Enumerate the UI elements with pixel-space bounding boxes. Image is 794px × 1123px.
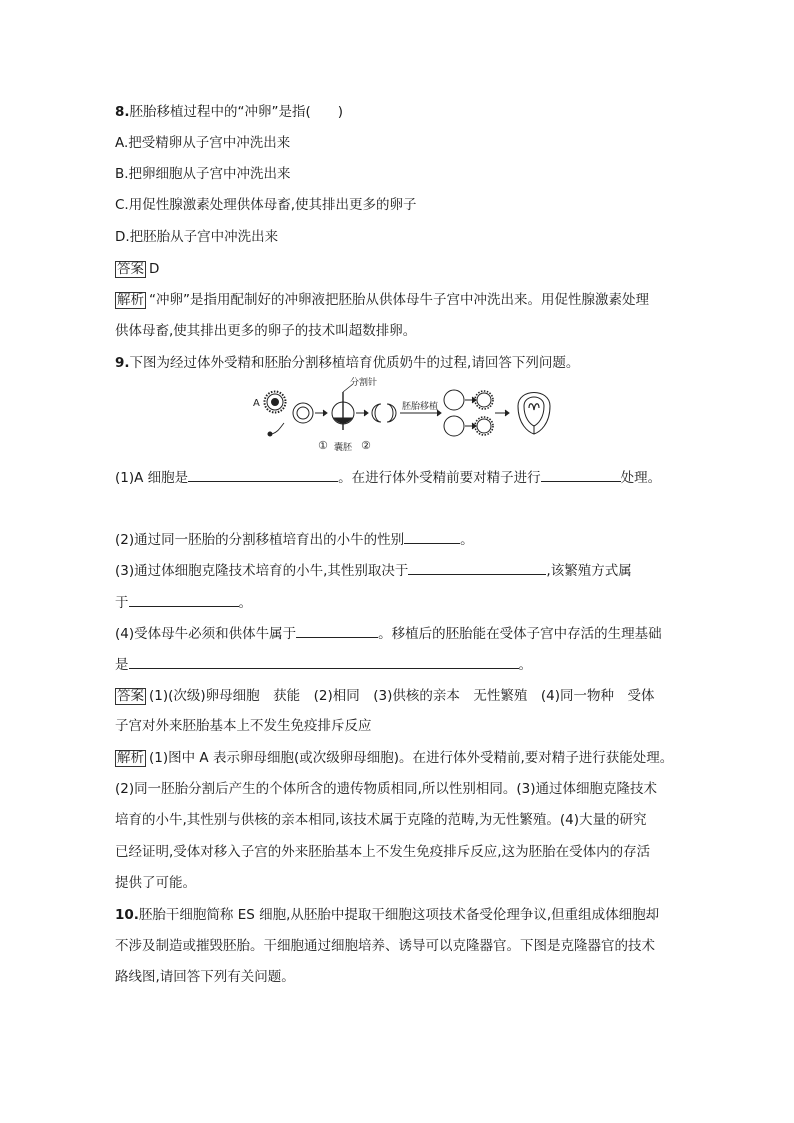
q9-p3-blank1[interactable] bbox=[408, 560, 546, 575]
zygote bbox=[293, 403, 313, 423]
q9-p4-text-b: 。移植后的胚胎能在受体子宫中存活的生理基础 bbox=[378, 626, 662, 642]
q9-p2-text-b: 。 bbox=[460, 532, 474, 548]
q9-stem bbox=[115, 353, 579, 373]
q8-analysis bbox=[115, 290, 649, 310]
q9-figure bbox=[250, 376, 560, 456]
q9-p3-text-d: 。 bbox=[238, 595, 252, 611]
q9-p4-text-a: (4)受体母牛必须和供体牛属于 bbox=[115, 626, 297, 642]
label-needle: 分割针 bbox=[350, 378, 378, 388]
answer-tag: 答案 bbox=[117, 688, 144, 704]
q9-p4-blank2[interactable] bbox=[129, 654, 519, 669]
q9-stem-text: 下图为经过体外受精和胚胎分割移植培育优质奶牛的过程,请回答下列问题。 bbox=[129, 355, 580, 371]
q9-p1-text-c: 处理。 bbox=[620, 470, 662, 486]
q9-part1 bbox=[115, 467, 661, 488]
sperm-head bbox=[268, 432, 272, 436]
q9-p3-blank2[interactable] bbox=[129, 592, 239, 607]
q9-number: 9. bbox=[115, 355, 130, 371]
embryo-pair-bottom bbox=[444, 416, 464, 436]
q9-p1-blank1[interactable] bbox=[188, 467, 338, 482]
q9-p1-text-a: (1)A 细胞是 bbox=[115, 470, 189, 486]
q10-line2: 不涉及制造或摧毁胚胎。干细胞通过细胞培养、诱导可以克隆器官。下图是克隆器官的技术 bbox=[115, 938, 655, 954]
q9-p4-text-d: 。 bbox=[518, 657, 532, 673]
q9-p1-blank2[interactable] bbox=[541, 467, 621, 482]
q9-answer-line1: (1)(次级)卵母细胞 获能 (2)相同 (3)供核的亲本 无性繁殖 (4)同一物种 受体 bbox=[149, 688, 655, 704]
q10-stem bbox=[115, 905, 659, 925]
q9-p4-blank1[interactable] bbox=[296, 623, 378, 638]
q9-analysis-line5: 提供了可能。 bbox=[115, 875, 196, 891]
q10-number: 10. bbox=[115, 907, 139, 923]
q9-part3 bbox=[115, 560, 632, 581]
label-a: A bbox=[253, 398, 260, 409]
q9-p4-text-c: 是 bbox=[115, 657, 129, 673]
q8-answer-value: D bbox=[149, 261, 160, 277]
q8-option-d: D.把胚胎从子宫中冲洗出来 bbox=[115, 229, 279, 245]
analysis-tag: 解析 bbox=[117, 292, 144, 308]
q9-answer-line2: 子宫对外来胚胎基本上不发生免疫排斥反应 bbox=[115, 718, 372, 734]
q9-analysis bbox=[115, 748, 673, 768]
q9-part2 bbox=[115, 529, 474, 550]
q9-analysis-line4: 已经证明,受体对移入子宫的外来胚胎基本上不发生免疫排斥反应,这为胚胎在受体内的存活 bbox=[115, 844, 651, 860]
q8-analysis-line1: “冲卵”是指用配制好的冲卵液把胚胎从供体母牛子宫中冲洗出来。用促性腺激素处理 bbox=[149, 292, 649, 308]
q9-p3-text-c: 于 bbox=[115, 595, 129, 611]
q9-p3-text-b: ,该繁殖方式属 bbox=[546, 563, 632, 579]
q8-option-a: A.把受精卵从子宫中冲洗出来 bbox=[115, 135, 291, 151]
q8-analysis-line2: 供体母畜,使其排出更多的卵子的技术叫超数排卵。 bbox=[115, 323, 417, 339]
label-1: ① bbox=[318, 439, 328, 452]
analysis-tag: 解析 bbox=[117, 750, 144, 766]
q9-analysis-line1: (1)图中 A 表示卵母细胞(或次级卵母细胞)。在进行体外受精前,要对精子进行获能处理。 bbox=[149, 750, 674, 766]
label-transfer: 胚胎移植 bbox=[402, 402, 439, 412]
q10-line1: 胚胎干细胞简称 ES 细胞,从胚胎中提取干细胞这项技术备受伦理争议,但重组成体细胞却 bbox=[138, 907, 660, 923]
q9-analysis-line2: (2)同一胚胎分割后产生的个体所含的遗传物质相同,所以性别相同。(3)通过体细胞克隆技术 bbox=[115, 781, 658, 797]
label-2: ② bbox=[361, 439, 371, 452]
label-blastocyst: 囊胚 bbox=[334, 443, 353, 453]
half-embryo-1 bbox=[372, 404, 381, 422]
q8-answer bbox=[115, 259, 159, 279]
q9-p3-text-a: (3)通过体细胞克隆技术培育的小牛,其性别取决于 bbox=[115, 563, 409, 579]
q9-part3-cont bbox=[115, 592, 252, 613]
q8-number: 8. bbox=[115, 104, 130, 120]
q9-analysis-line3: 培育的小牛,其性别与供核的亲本相同,该技术属于克隆的范畴,为无性繁殖。(4)大量的研究 bbox=[115, 812, 647, 828]
q8-option-c: C.用促性腺激素处理供体母畜,使其排出更多的卵子 bbox=[115, 197, 417, 213]
half-embryo-2 bbox=[387, 404, 396, 422]
q8-stem bbox=[115, 102, 343, 122]
q10-line3: 路线图,请回答下列有关问题。 bbox=[115, 969, 295, 985]
q9-answer bbox=[115, 686, 655, 706]
q8-option-b: B.把卵细胞从子宫中冲洗出来 bbox=[115, 166, 291, 182]
answer-tag: 答案 bbox=[117, 261, 144, 277]
q8-stem-text: 胚胎移植过程中的“冲卵”是指( ) bbox=[129, 104, 344, 120]
q9-p2-text-a: (2)通过同一胚胎的分割移植培育出的小牛的性别 bbox=[115, 532, 405, 548]
embryo-pair-top bbox=[444, 390, 464, 410]
q9-p1-text-b: 。在进行体外受精前要对精子进行 bbox=[338, 470, 541, 486]
q9-part4 bbox=[115, 623, 662, 644]
q9-part4-cont bbox=[115, 654, 532, 675]
q9-p2-blank[interactable] bbox=[404, 529, 460, 544]
